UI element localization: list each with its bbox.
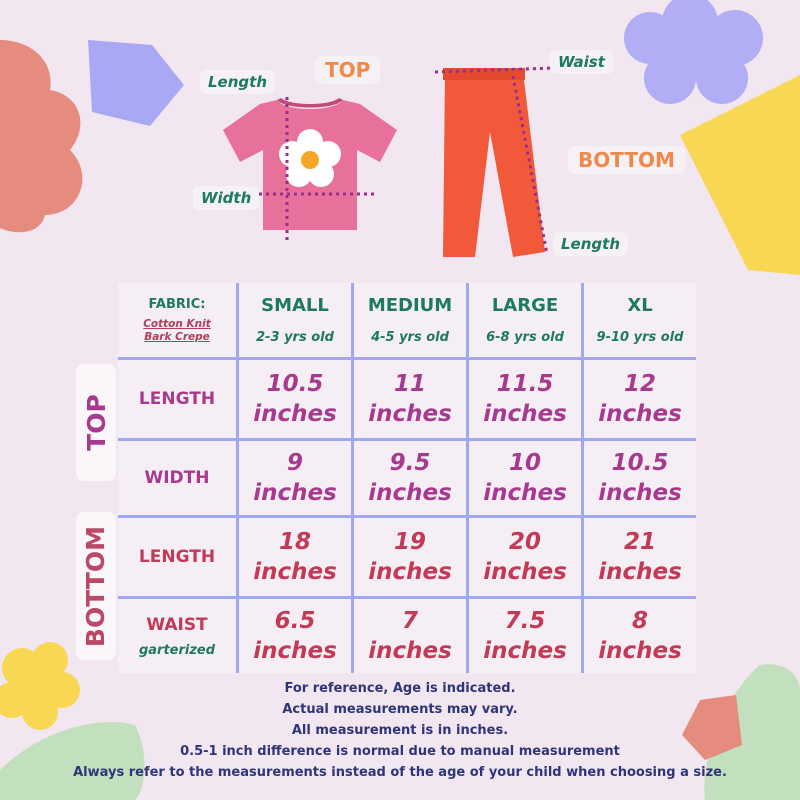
shirt-width-label: Width: [193, 186, 259, 210]
value-number: 7.5: [504, 608, 546, 634]
row-label-bottom-length: [118, 518, 236, 596]
row-note: garterized: [138, 642, 216, 658]
size-name: MEDIUM: [367, 295, 453, 316]
top-title: TOP: [315, 56, 380, 84]
value-number: 18: [278, 529, 311, 555]
value-number: 20: [508, 529, 541, 555]
yellow-block-shape: [680, 75, 800, 275]
size-header-medium: [354, 283, 466, 357]
table-cell: [469, 518, 581, 596]
value-number: 8: [631, 608, 648, 634]
size-age: 9-10 yrs old: [596, 330, 684, 345]
group-top-label: TOP: [81, 394, 111, 451]
note-line: For reference, Age is indicated.: [284, 681, 516, 696]
lavender-flower-shape: [624, 0, 763, 104]
value-unit: inches: [598, 638, 682, 664]
value-number: 12: [623, 371, 656, 397]
value-number: 9: [286, 450, 303, 476]
value-unit: inches: [598, 480, 682, 506]
size-name: SMALL: [261, 295, 329, 316]
table-cell: [354, 518, 466, 596]
row-label: WAIST: [146, 614, 208, 635]
fabric-label: FABRIC:: [148, 296, 206, 312]
table-cell: [239, 518, 351, 596]
row-label-top-length: [118, 360, 236, 438]
table-cell: [584, 518, 696, 596]
value-unit: inches: [598, 401, 682, 427]
row-label-bottom-waist: [118, 599, 236, 673]
value-number: 21: [623, 529, 656, 555]
size-name: XL: [627, 295, 653, 316]
note-line: All measurement is in inches.: [291, 723, 509, 738]
note-line: Always refer to the measurements instead of the age of your child when choosing a size.: [73, 765, 727, 780]
fabric-cell: [118, 283, 236, 357]
shirt-illustration: [215, 92, 405, 242]
value-unit: inches: [598, 559, 682, 585]
shirt-length-label: Length: [200, 70, 275, 94]
table-cell: [354, 441, 466, 515]
size-age: 2-3 yrs old: [256, 330, 334, 345]
table-cell: [239, 441, 351, 515]
table-cell: [469, 441, 581, 515]
table-cell: [354, 360, 466, 438]
table-cell: [239, 360, 351, 438]
pants-length-label: Length: [553, 232, 628, 256]
size-age: 4-5 yrs old: [371, 330, 449, 345]
row-label-top-width: [118, 441, 236, 515]
size-name: LARGE: [491, 295, 559, 316]
value-unit: inches: [483, 480, 567, 506]
row-label: LENGTH: [138, 389, 216, 409]
value-unit: inches: [483, 638, 567, 664]
value-unit: inches: [253, 401, 337, 427]
size-chart-table: [118, 283, 696, 673]
value-number: 11: [393, 371, 426, 397]
size-header-xl: [584, 283, 696, 357]
value-number: 9.5: [389, 450, 431, 476]
value-number: 19: [393, 529, 426, 555]
value-unit: inches: [368, 480, 452, 506]
value-unit: inches: [253, 480, 337, 506]
row-label: WIDTH: [144, 468, 210, 488]
value-number: 10.5: [266, 371, 324, 397]
pants-waist-label: Waist: [550, 50, 613, 74]
value-unit: inches: [368, 401, 452, 427]
table-cell: [584, 360, 696, 438]
value-number: 11.5: [496, 371, 554, 397]
size-age: 6-8 yrs old: [486, 330, 564, 345]
fabric-line: Cotton Knit: [143, 317, 211, 330]
value-number: 7: [401, 608, 418, 634]
row-label: LENGTH: [138, 547, 216, 567]
value-unit: inches: [483, 401, 567, 427]
group-bottom-tab: [76, 512, 116, 660]
value-unit: inches: [368, 559, 452, 585]
value-unit: inches: [483, 559, 567, 585]
table-cell: [584, 599, 696, 673]
table-cell: [239, 599, 351, 673]
pants-illustration: [435, 62, 565, 262]
value-unit: inches: [368, 638, 452, 664]
fabric-line: Bark Crepe: [144, 330, 210, 343]
table-cell: [584, 441, 696, 515]
group-top-tab: [76, 364, 116, 481]
group-bottom-label: BOTTOM: [81, 525, 111, 647]
value-number: 10.5: [611, 450, 669, 476]
bottom-title: BOTTOM: [568, 146, 685, 174]
value-number: 10: [508, 450, 541, 476]
table-cell: [469, 599, 581, 673]
size-header-large: [469, 283, 581, 357]
pentagon-shape: [88, 40, 184, 126]
salmon-flower-shape: [0, 40, 82, 232]
table-cell: [469, 360, 581, 438]
value-unit: inches: [253, 559, 337, 585]
table-cell: [354, 599, 466, 673]
value-unit: inches: [253, 638, 337, 664]
note-line: 0.5-1 inch difference is normal due to manual measurement: [180, 744, 620, 759]
size-header-small: [239, 283, 351, 357]
value-number: 6.5: [274, 608, 316, 634]
measurement-notes: [0, 678, 800, 783]
note-line: Actual measurements may vary.: [282, 702, 518, 717]
